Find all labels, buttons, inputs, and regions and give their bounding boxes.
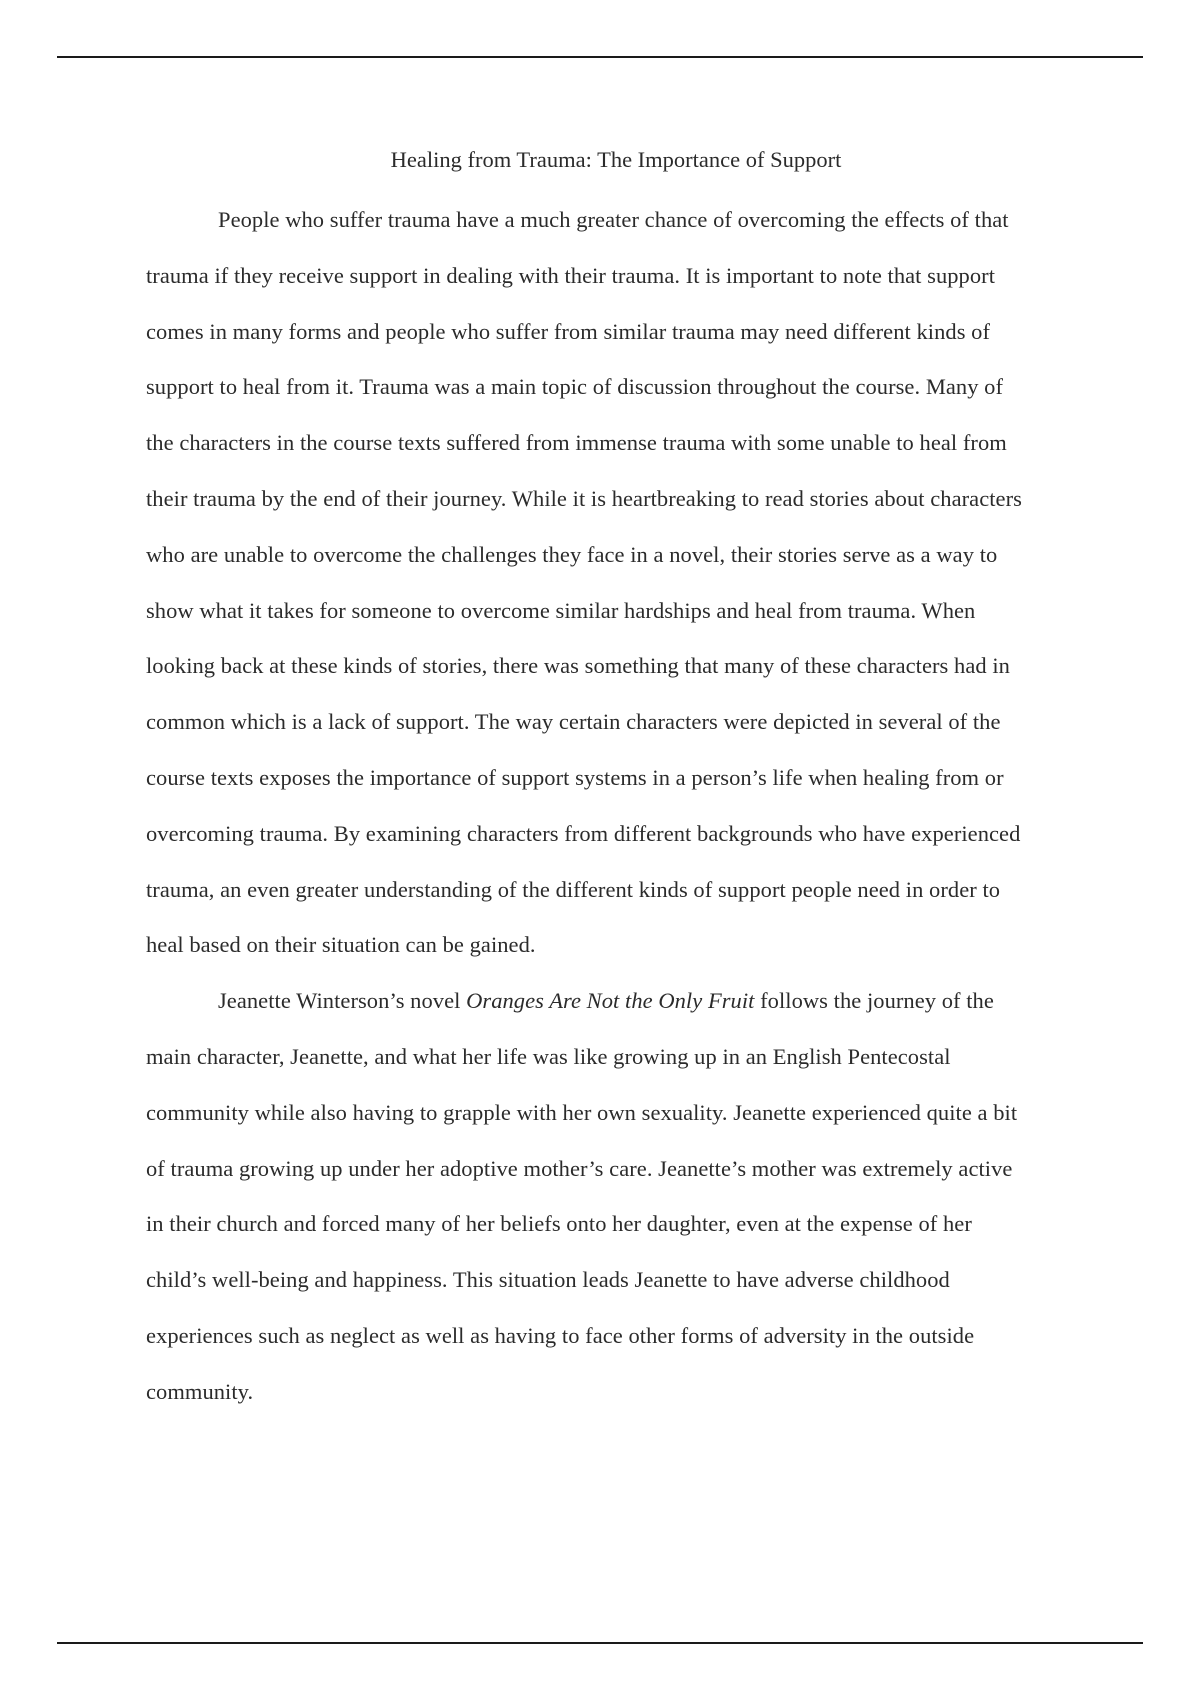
document-body: [146, 140, 1086, 1420]
text-line: of trauma growing up under her adoptive mother’s care. Jeanette’s mother was extremely active: [146, 1155, 1013, 1181]
top-rule: [57, 56, 1143, 58]
text-line: the characters in the course texts suffered from immense trauma with some unable to heal from: [146, 430, 1007, 456]
text-run: Jeanette Winterson’s novel: [218, 988, 467, 1014]
text-line: their trauma by the end of their journey. While it is heartbreaking to read stories about characters: [146, 485, 1022, 511]
text-line: community.: [146, 1378, 254, 1404]
text-line: comes in many forms and people who suffer from similar trauma may need different kinds of: [146, 318, 991, 344]
text-line: trauma if they receive support in dealing with their trauma. It is important to note that support: [146, 262, 996, 288]
paragraph-2: [146, 973, 1086, 1419]
text-line: child’s well-being and happiness. This situation leads Jeanette to have adverse childhood: [146, 1267, 950, 1293]
text-run: follows the journey of the: [754, 988, 994, 1014]
text-line: who are unable to overcome the challenges they face in a novel, their stories serve as a way to: [146, 541, 998, 567]
text-line: [146, 973, 1086, 1029]
text-line: community while also having to grapple with her own sexuality. Jeanette experienced quite a bit: [146, 1099, 1018, 1125]
paragraph-1: [146, 192, 1086, 973]
text-line: support to heal from it. Trauma was a main topic of discussion throughout the course. Many of: [146, 374, 1004, 400]
text-line: common which is a lack of support. The way certain characters were depicted in several of the: [146, 709, 1001, 735]
text-line: overcoming trauma. By examining characters from different backgrounds who have experienced: [146, 820, 1021, 846]
text-line: heal based on their situation can be gained.: [146, 932, 536, 958]
text-line: show what it takes for someone to overcome similar hardships and heal from trauma. When: [146, 597, 976, 623]
text-line: course texts exposes the importance of support systems in a person’s life when healing from or: [146, 764, 1004, 790]
bottom-rule: [57, 1642, 1143, 1644]
text-line: main character, Jeanette, and what her life was like growing up in an English Pentecostal: [146, 1043, 951, 1069]
text-line: People who suffer trauma have a much greater chance of overcoming the effects of that: [218, 207, 1009, 232]
text-line: trauma, an even greater understanding of the different kinds of support people need in order to: [146, 876, 1001, 902]
text-line: in their church and forced many of her beliefs onto her daughter, even at the expense of her: [146, 1211, 972, 1237]
document-title: Healing from Trauma: The Importance of Support: [390, 147, 842, 172]
text-line: looking back at these kinds of stories, there was something that many of these characters had in: [146, 653, 1010, 679]
book-title: Oranges Are Not the Only Fruit: [466, 988, 755, 1014]
text-line: experiences such as neglect as well as having to face other forms of adversity in the outside: [146, 1322, 975, 1348]
